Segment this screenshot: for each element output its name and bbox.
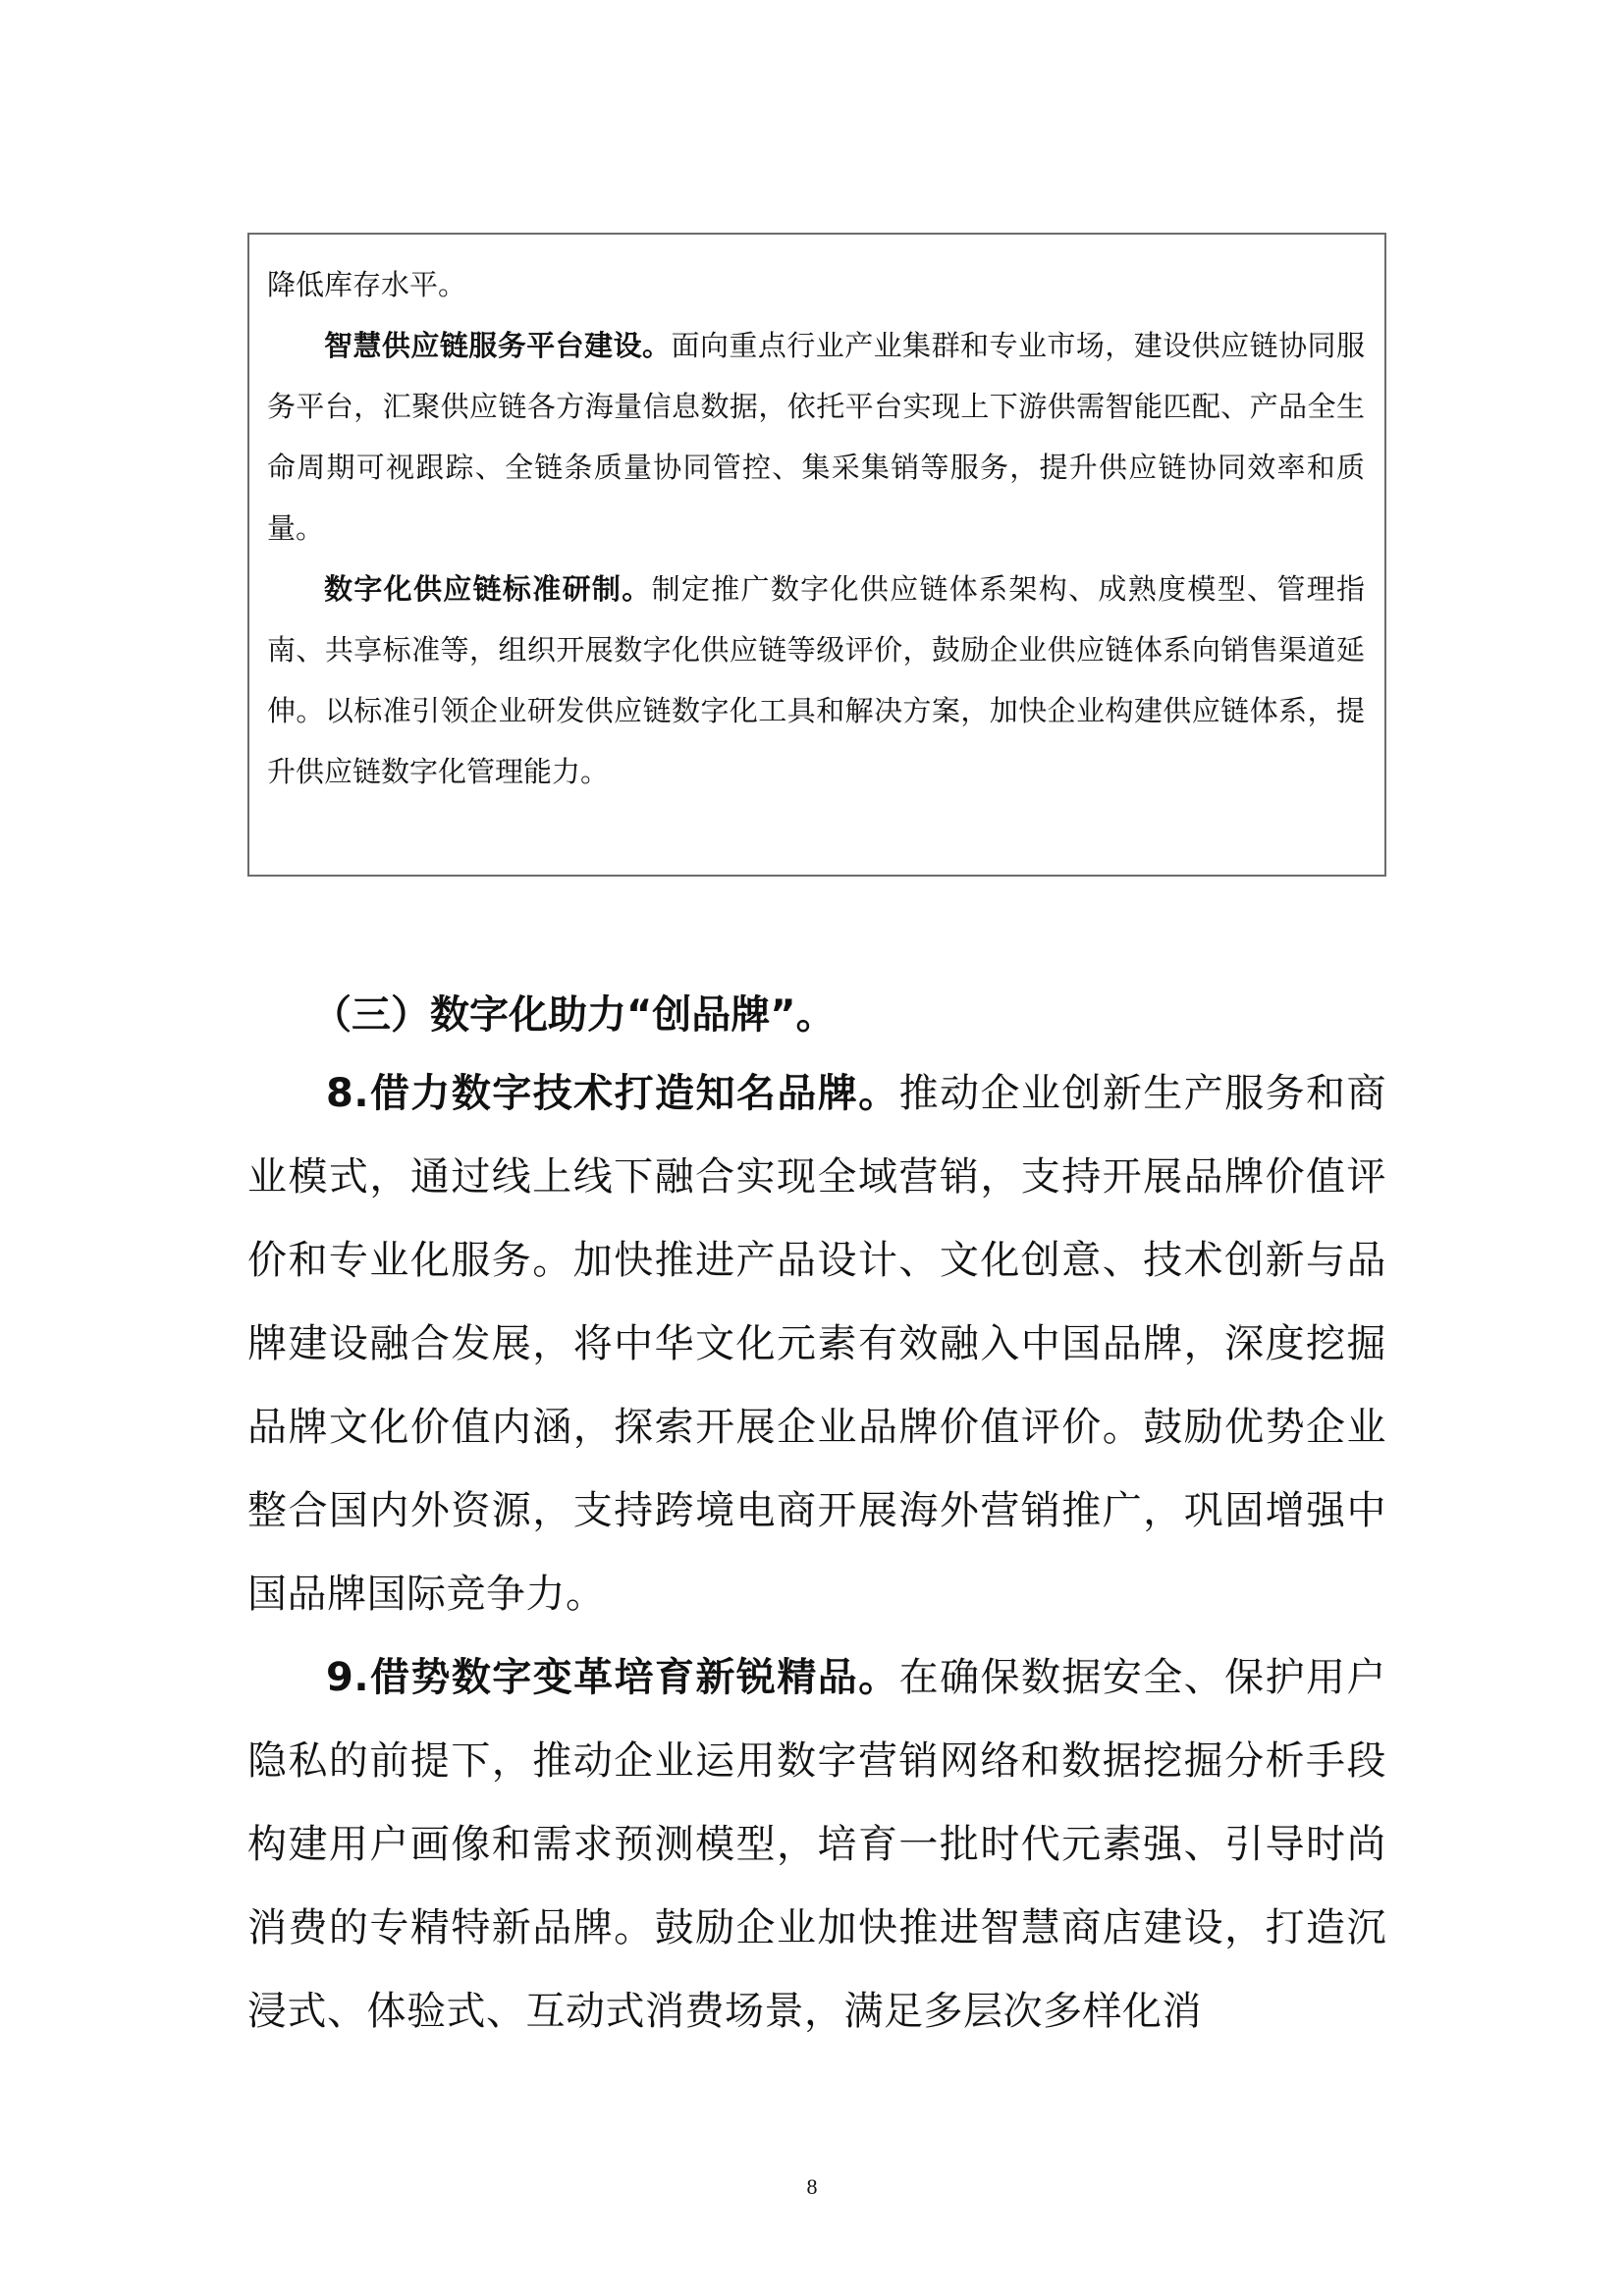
paragraph-8-text: 推动企业创新生产服务和商业模式，通过线上线下融合实现全域营销，支持开展品牌价值评价和专业化服务。加快推进产品设计、文化创意、技术创新与品牌建设融合发展，将中华文化元素有效融入中国品牌，深度挖掘品牌文化价值内涵，探索开展企业品牌价值评价。鼓励优势企业整合国内外资源，支持跨境电商开展海外营销推广，巩固增强中国品牌国际竞争力。 [247, 1071, 1386, 1617]
paragraph-9-text: 在确保数据安全、保护用户隐私的前提下，推动企业运用数字营销网络和数据挖掘分析手段构建用户画像和需求预测模型，培育一批时代元素强、引导时尚消费的专精特新品牌。鼓励企业加快推进智慧商店建设，打造沉浸式、体验式、互动式消费场景，满足多层次多样化消 [247, 1655, 1386, 2034]
box-item-standards-title: 数字化供应链标准研制。 [324, 572, 652, 606]
paragraph-9-title: 9.借势数字变革培育新锐精品。 [326, 1655, 899, 1700]
box-intro-line: 降低库存水平。 [267, 268, 467, 301]
body-text [247, 1052, 1386, 2054]
box-item-platform-title: 智慧供应链服务平台建设。 [324, 329, 672, 362]
paragraph-9 [247, 1636, 1386, 2054]
box-item-platform-text: 面向重点行业产业集群和专业市场，建设供应链协同服务平台，汇聚供应链各方海量信息数据，依托平台实现上下游供需智能匹配、产品全生命周期可视跟踪、全链条质量协同管控、集采集销等服务，提升供应链协同效率和质量。 [267, 329, 1365, 545]
paragraph-8 [247, 1052, 1386, 1636]
boxed-excerpt [247, 233, 1386, 877]
paragraph-8-title: 8.借力数字技术打造知名品牌。 [326, 1071, 899, 1116]
box-item-platform [267, 315, 1365, 559]
box-item-standards-text: 制定推广数字化供应链体系架构、成熟度模型、管理指南、共享标准等，组织开展数字化供应链等级评价，鼓励企业供应链体系向销售渠道延伸。以标准引领企业研发供应链数字化工具和解决方案，加快企业构建供应链体系，提升供应链数字化管理能力。 [267, 572, 1365, 788]
section-heading: （三）数字化助力“创品牌”。 [312, 992, 836, 1038]
page-number: 8 [806, 2174, 818, 2199]
box-item-standards [267, 559, 1365, 802]
